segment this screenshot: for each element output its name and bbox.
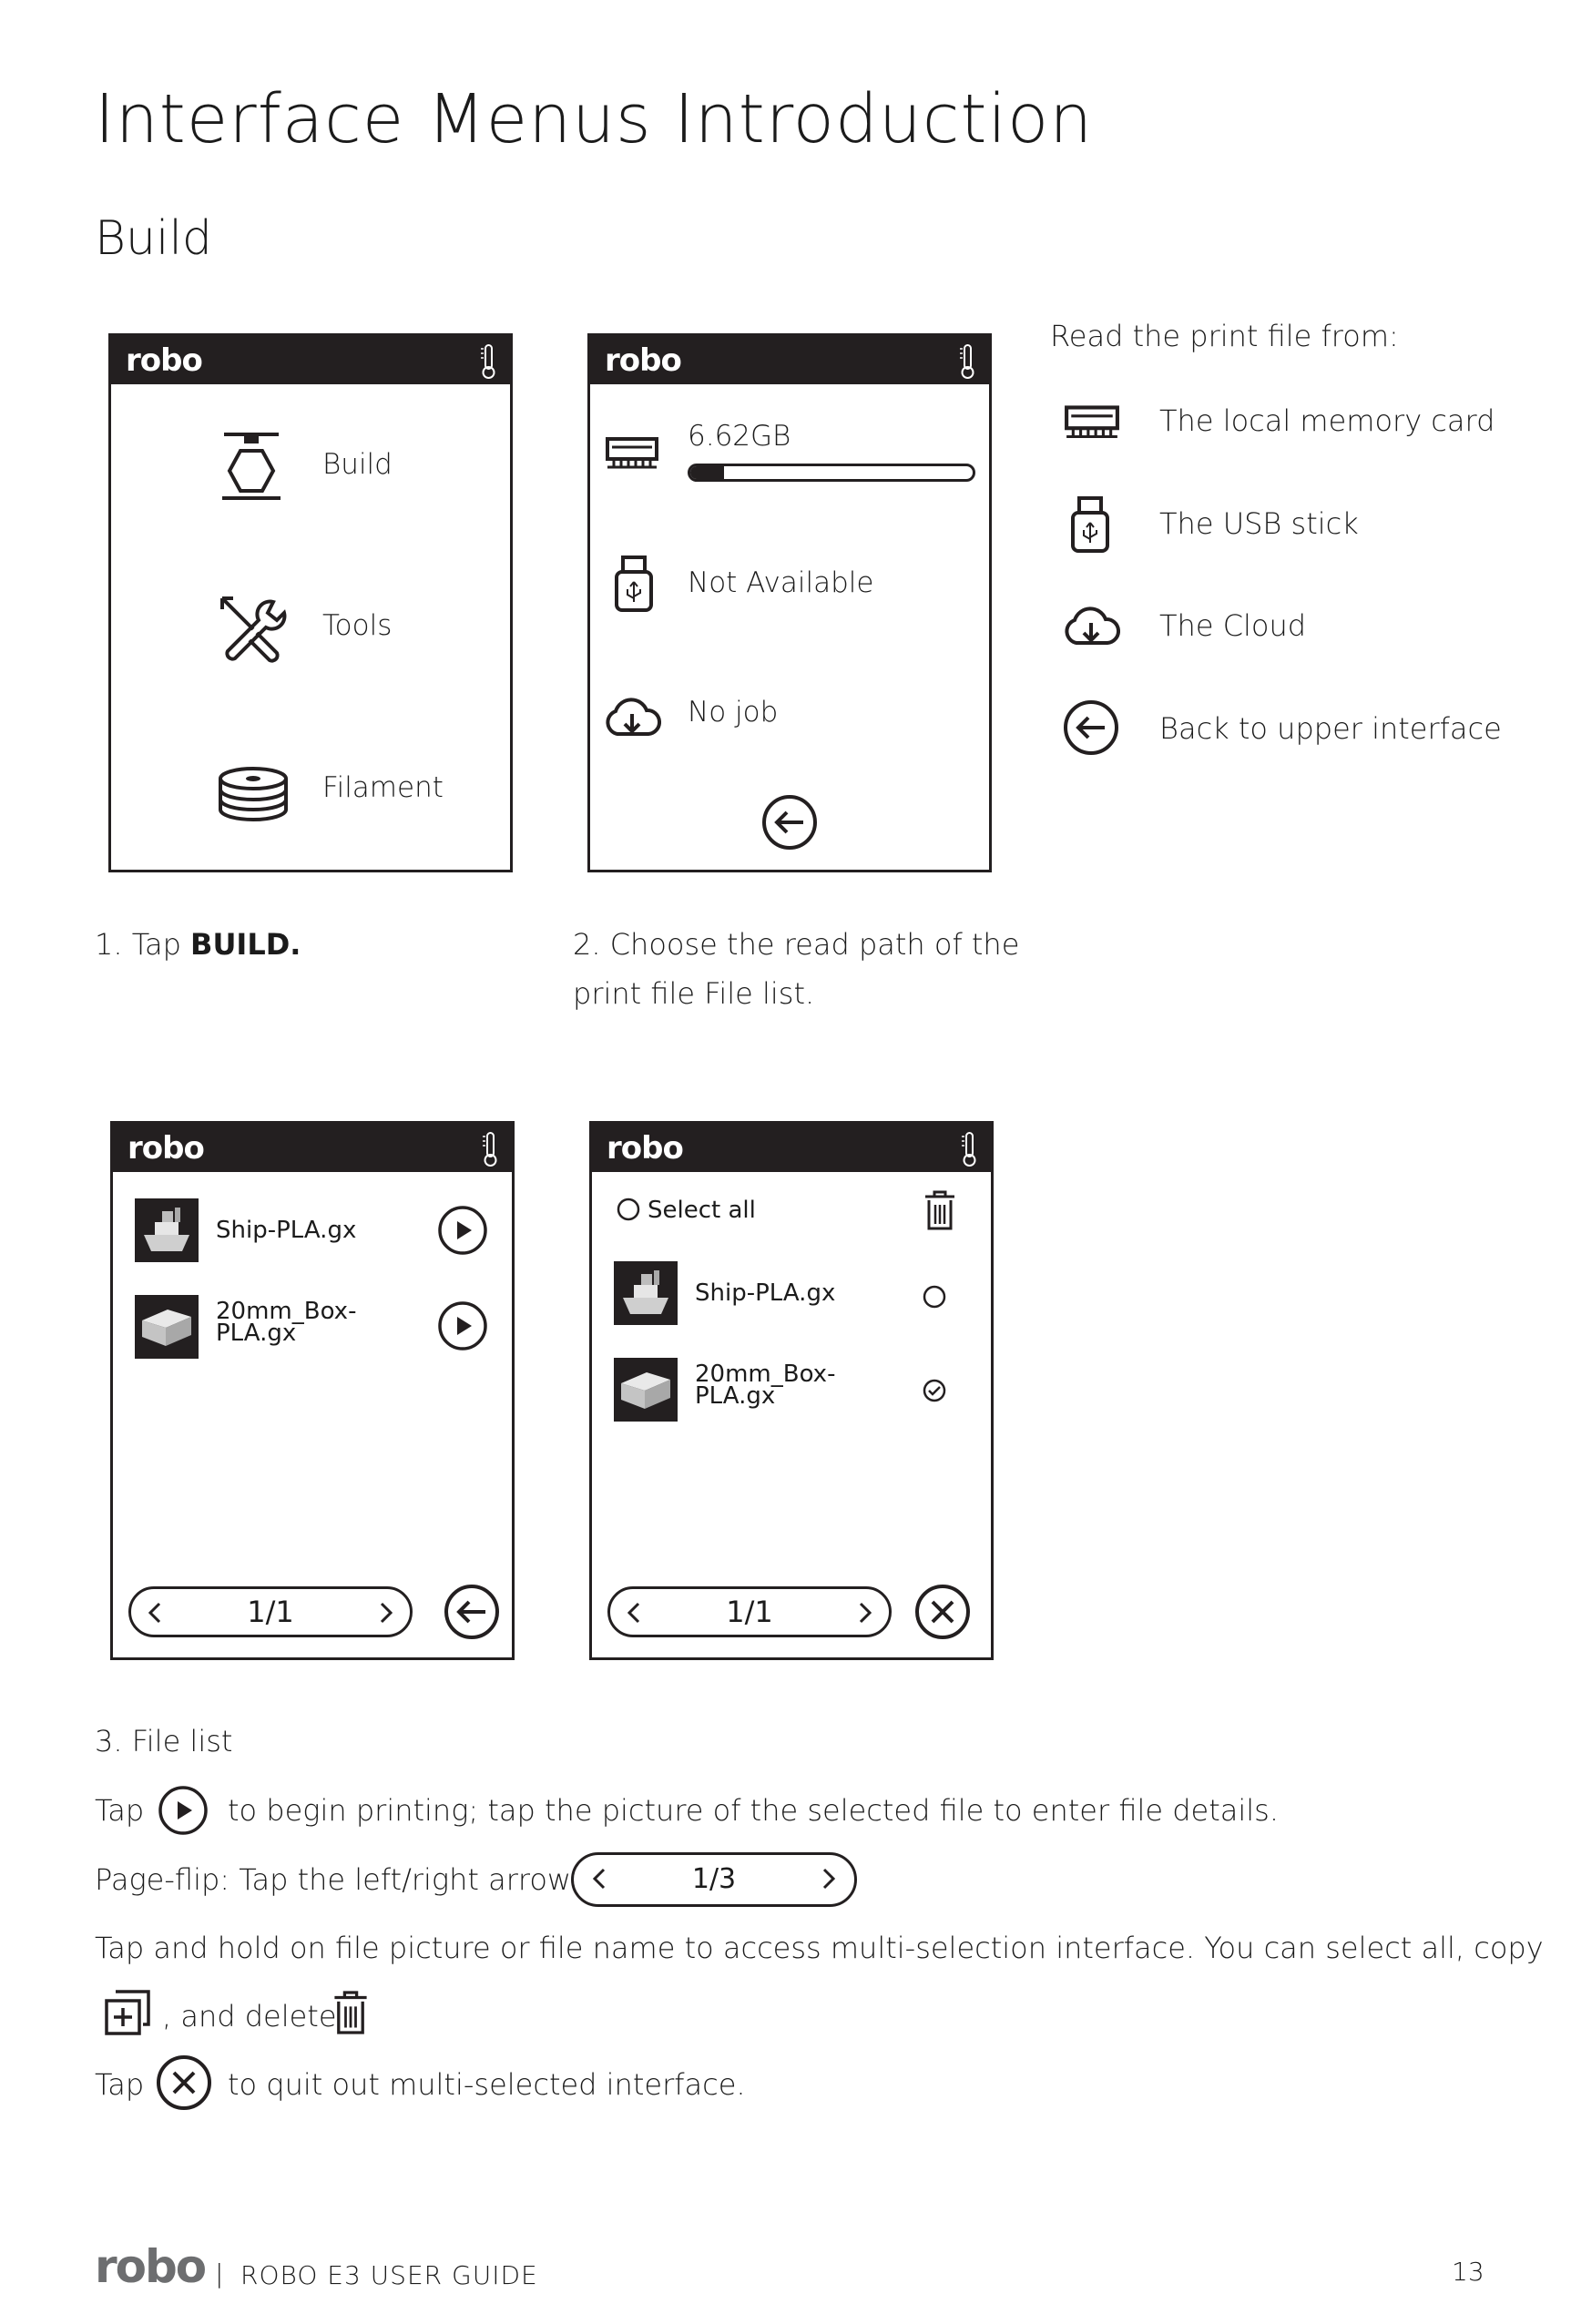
next-page-icon[interactable] <box>379 1602 393 1624</box>
build-printer-icon[interactable] <box>217 431 286 502</box>
memory-card-icon[interactable] <box>605 436 659 471</box>
screen-header <box>592 1124 991 1172</box>
file-thumbnail-ship[interactable] <box>614 1261 678 1325</box>
file-name-ship[interactable]: Ship-PLA.gx <box>695 1279 836 1307</box>
file-name-box-line-2[interactable]: PLA.gx <box>216 1320 297 1347</box>
robo-logo: robo <box>607 1130 683 1167</box>
file-thumbnail-box[interactable] <box>614 1358 678 1422</box>
file-selected-check[interactable] <box>922 1378 947 1403</box>
robo-logo: robo <box>126 342 202 379</box>
cloud-icon[interactable] <box>603 698 661 739</box>
page-indicator: 1/1 <box>726 1595 773 1629</box>
delete-trash-icon[interactable] <box>922 1189 958 1231</box>
page-number: 13 <box>1452 2257 1484 2287</box>
storage-bar <box>688 464 975 482</box>
file-thumbnail-box[interactable] <box>135 1295 199 1359</box>
multi-select-description: Tap and hold on file picture or file name to access multi-selection interface. You can select all, copy <box>95 1931 1544 1965</box>
page-indicator-example: 1/3 <box>691 1863 737 1895</box>
file-name-ship[interactable]: Ship-PLA.gx <box>216 1217 357 1244</box>
play-button[interactable] <box>437 1205 488 1256</box>
and-delete-text: , and delete <box>162 1999 337 2034</box>
thermometer-icon <box>960 1131 978 1167</box>
back-button[interactable] <box>444 1584 500 1640</box>
tap-label-2: Tap <box>95 2067 145 2102</box>
cloud-icon <box>1062 606 1120 648</box>
boat-icon <box>135 1198 199 1262</box>
legend-cloud: The Cloud <box>1159 608 1307 643</box>
close-button[interactable] <box>914 1584 971 1640</box>
screen-build-source <box>587 333 992 872</box>
tools-icon[interactable] <box>217 593 290 666</box>
usb-stick-icon[interactable] <box>614 555 654 613</box>
quit-description: to quit out multi-selected interface. <box>228 2067 746 2102</box>
back-button[interactable] <box>761 794 818 851</box>
play-button[interactable] <box>437 1300 488 1351</box>
back-icon <box>1063 699 1119 756</box>
play-icon <box>158 1785 209 1836</box>
legend-back: Back to upper interface <box>1159 711 1502 746</box>
screen-file-list <box>110 1121 515 1660</box>
pager <box>128 1586 413 1637</box>
screen-header <box>113 1124 512 1172</box>
pager-example <box>571 1852 857 1907</box>
screen-header <box>590 336 989 384</box>
section-title: Build <box>95 211 212 266</box>
step-1 <box>95 927 301 962</box>
file-name-box-line-2[interactable]: PLA.gx <box>695 1382 776 1410</box>
thermometer-icon <box>479 343 497 380</box>
menu-item-build[interactable]: Build <box>322 448 393 481</box>
step-3-title: 3. File list <box>95 1724 233 1758</box>
copy-icon <box>103 1988 152 2037</box>
legend-memory-card: The local memory card <box>1159 403 1495 438</box>
select-all-label[interactable]: Select all <box>648 1197 756 1224</box>
legend-usb-stick: The USB stick <box>1159 506 1359 541</box>
trash-icon <box>331 1989 371 2036</box>
menu-item-tools[interactable]: Tools <box>322 609 393 642</box>
robo-logo: robo <box>128 1130 204 1167</box>
footer-separator: | <box>215 2258 224 2288</box>
pageflip-label: Page-flip: Tap the left/right arrow <box>95 1862 572 1897</box>
memory-card-icon <box>1064 404 1120 441</box>
page-indicator: 1/1 <box>247 1595 294 1629</box>
step-1-bold: BUILD. <box>190 927 301 962</box>
cloud-status: No job <box>688 696 779 729</box>
select-all-radio[interactable] <box>616 1197 641 1222</box>
usb-stick-icon <box>1070 495 1110 554</box>
screen-multi-select <box>589 1121 994 1660</box>
tap-label: Tap <box>95 1793 145 1828</box>
file-thumbnail-ship[interactable] <box>135 1198 199 1262</box>
play-description: to begin printing; tap the picture of the selected file to enter file details. <box>228 1793 1279 1828</box>
file-select-radio[interactable] <box>922 1284 947 1310</box>
box-icon <box>135 1295 199 1359</box>
footer-robo-logo: robo <box>95 2240 206 2293</box>
menu-item-filament[interactable]: Filament <box>322 771 444 804</box>
thermometer-icon <box>481 1131 499 1167</box>
step-1-text: 1. Tap <box>95 927 191 962</box>
file-name-box-line-1[interactable]: 20mm_Box- <box>216 1298 357 1325</box>
storage-bar-fill <box>690 466 724 479</box>
usb-status: Not Available <box>688 566 874 599</box>
storage-capacity: 6.62GB <box>688 420 791 453</box>
close-icon <box>156 2054 212 2111</box>
filament-spool-icon[interactable] <box>217 766 290 826</box>
thermometer-icon <box>958 343 976 380</box>
screen-main-menu <box>108 333 513 872</box>
step-2-line-1: 2. Choose the read path of the <box>573 927 1020 962</box>
screen-header <box>111 336 510 384</box>
box-icon <box>614 1358 678 1422</box>
boat-icon <box>614 1261 678 1325</box>
page-title: Interface Menus Introduction <box>95 80 1094 158</box>
robo-logo: robo <box>605 342 681 379</box>
pager <box>607 1586 892 1637</box>
step-2-line-2: print file File list. <box>573 976 815 1011</box>
file-name-box-line-1[interactable]: 20mm_Box- <box>695 1361 836 1388</box>
next-page-icon <box>821 1868 836 1890</box>
next-page-icon[interactable] <box>858 1602 872 1624</box>
footer-guide-title: ROBO E3 USER GUIDE <box>240 2260 538 2290</box>
legend-intro: Read the print file from: <box>1050 319 1399 353</box>
